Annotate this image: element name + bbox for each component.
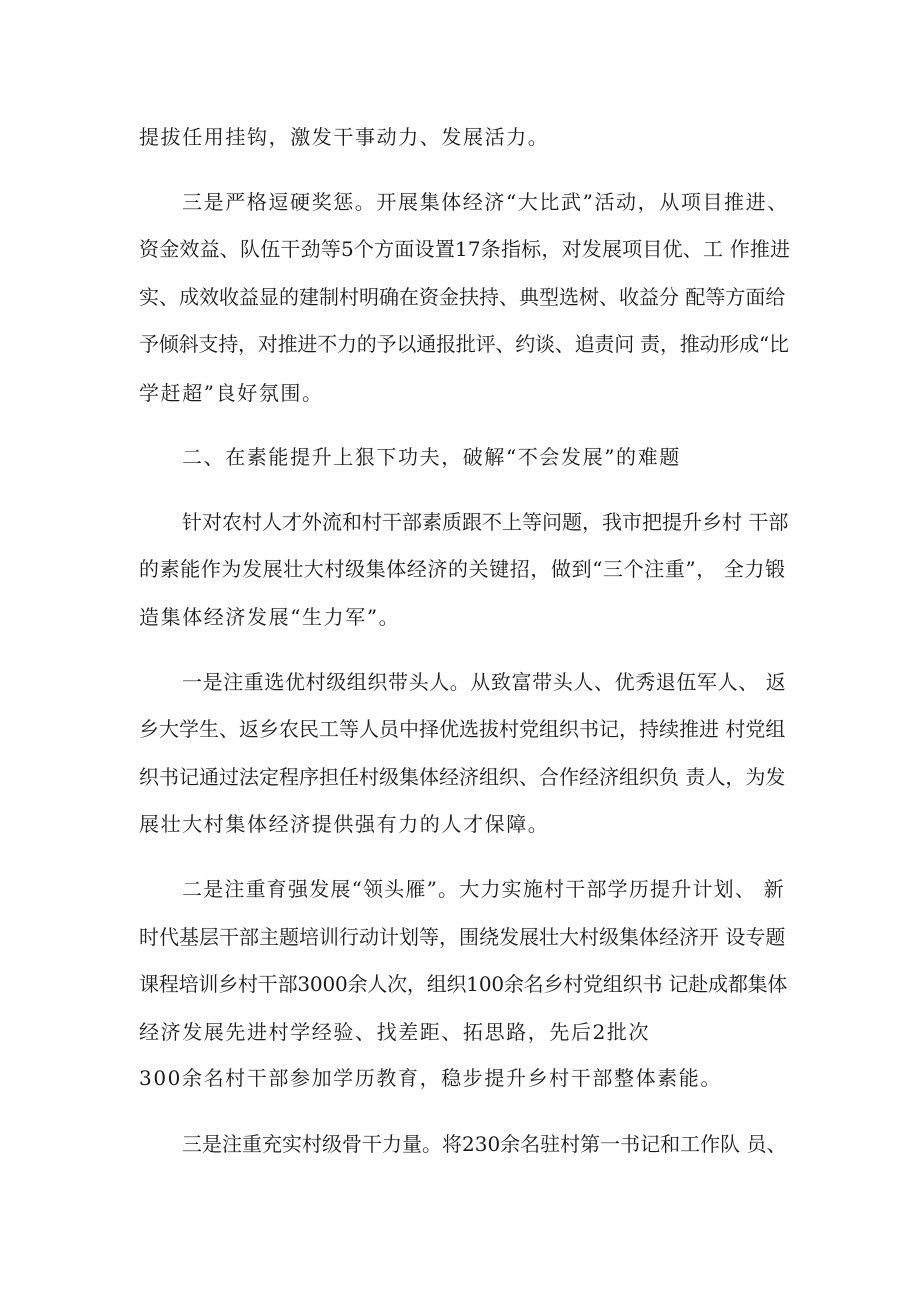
paragraph-line: 实、成效收益显的建制村明确在资金扶持、典型选树、收益分 配等方面给 [139, 285, 786, 309]
paragraph-line: 课程培训乡村干部3000余人次，组织100余名乡村党组织书 记赴成都集体 [139, 972, 788, 996]
paragraph-line: 乡大学生、返乡农民工等人员中择优选拔村党组织书记，持续推进 村党组 [139, 717, 786, 741]
paragraph-line: 展壮大村集体经济提供强有力的人才保障。 [139, 812, 550, 836]
paragraph-line: 针对农村人才外流和村干部素质跟不上等问题，我市把提升乡村 干部 [182, 510, 789, 534]
paragraph-line: 学赶超”良好氛围。 [139, 381, 324, 405]
paragraph-line: 资金效益、队伍干劲等5个方面设置17条指标，对发展项目优、工 作推进 [139, 237, 791, 261]
paragraph-line: 二是注重育强发展“领头雁”。大力实施村干部学历提升计划、 新 [182, 877, 785, 901]
paragraph-line: 经济发展先进村学经验、找差距、拓思路，先后2批次 [139, 1020, 651, 1044]
paragraph-line: 时代基层干部主题培训行动计划等，围绕发展壮大村级集体经济开 设专题 [139, 925, 786, 949]
paragraph-line: 织书记通过法定程序担任村级集体经济组织、合作经济组织负 责人，为发 [139, 765, 786, 789]
paragraph-line: 造集体经济发展“生力军”。 [139, 605, 401, 629]
paragraph-line: 一是注重选优村级组织带头人。从致富带头人、优秀退伍军人、 返 [182, 670, 787, 694]
paragraph-line: 提拔任用挂钩，激发干事动力、发展活力。 [139, 125, 550, 149]
paragraph-line: 予倾斜支持，对推进不力的予以通报批评、约谈、追责问 责，推动形成“比 [139, 332, 789, 356]
section-heading: 二、在素能提升上狠下功夫，破解“不会发展”的难题 [182, 445, 681, 469]
paragraph-line: 三是严格逗硬奖惩。开展集体经济“大比武”活动，从项目推进、 [182, 190, 789, 214]
paragraph-line: 300余名村干部参加学历教育，稳步提升乡村干部整体素能。 [139, 1066, 722, 1090]
paragraph-line: 的素能作为发展壮大村级集体经济的关键招，做到“三个注重”， 全力锻 [139, 557, 786, 581]
paragraph-line: 三是注重充实村级骨干力量。将230余名驻村第一书记和工作队 员、 [182, 1132, 787, 1156]
